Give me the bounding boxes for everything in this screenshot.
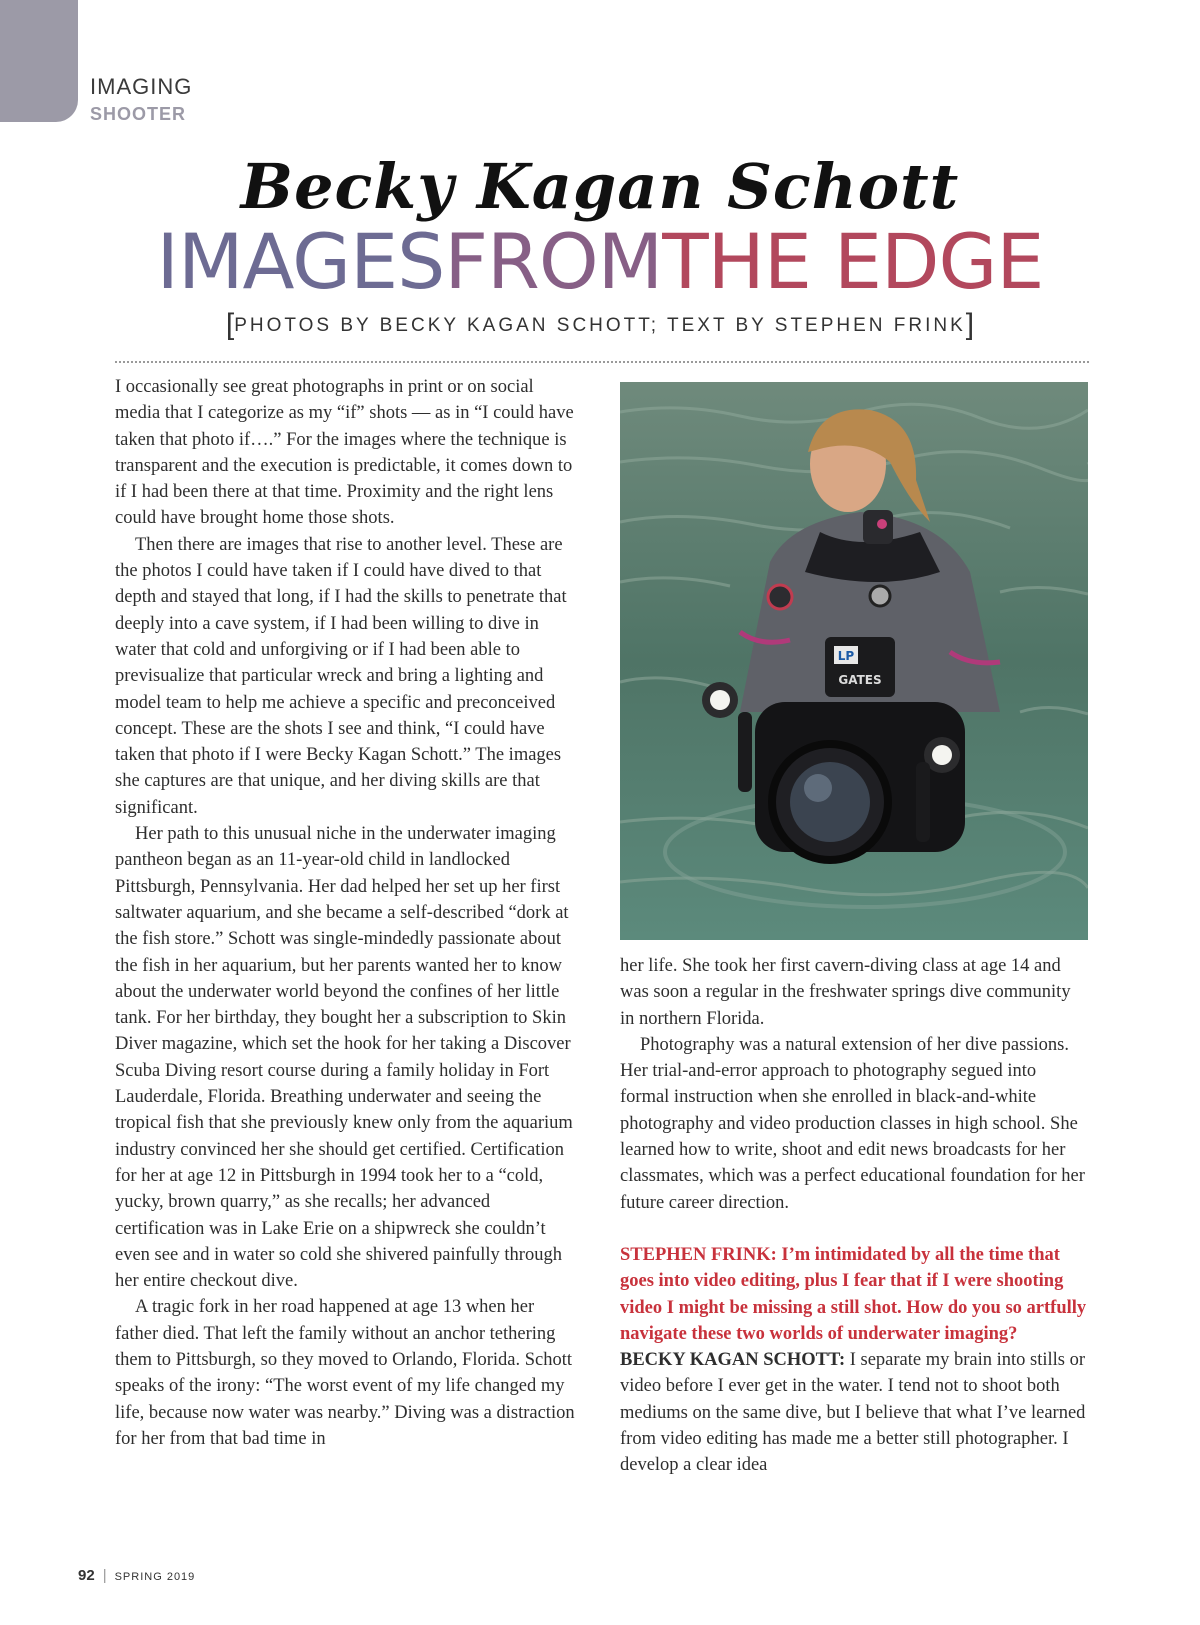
diver-portrait-photo [620, 382, 1088, 940]
subject-name: Becky Kagan Schott [240, 150, 960, 223]
body-paragraph: Then there are images that rise to another level. These are the photos I could have taken if I could have dived to that depth and stayed that long, if I had the skills to penetrate that deeply into a cave system, if I had been willing to dive in water that cold and unforgiving or if I had been able to previsualize that particular wreck and bring a lighting and model team to help me achieve a specific and preconceived concept. These are the shots I see and think, “I could have taken that photo if I were Becky Kagan Schott.” The images she captures are that unique, and her diving skills are that significant. [115, 534, 567, 818]
body-paragraph: A tragic fork in her road happened at age 13 when her father died. That left the family without an anchor tethering them to Pittsburgh, so they moved to Orlando, Florida. Schott speaks of the irony: “The worst event of my life changed my life, because now water was nearby.” Diving was a distraction for her from that bad time in [115, 1297, 575, 1449]
body-column-left [115, 374, 580, 1452]
headline-part-3: THE EDGE [662, 217, 1044, 306]
page-footer [78, 1567, 195, 1585]
interview-answer [620, 1347, 1088, 1478]
credit-bracket-close: ] [965, 308, 975, 341]
section-sublabel: SHOOTER [90, 104, 187, 124]
body-paragraph: I occasionally see great photographs in print or on social media that I categorize as my “if” shots — as in “I could have taken that photo if….” For the images where the technique is transparent and the execution is predictable, it comes down to if I had been there at that time. Proximity and the right lens could have brought home those shots. [115, 377, 574, 529]
headline-part-1: IMAGES [156, 217, 445, 306]
body-paragraph: Photography was a natural extension of her dive passions. Her trial-and-error approach to photography segued into formal instruction when she enrolled in black-and-white photography and video production classes in high school. She learned how to write, shoot and edit news broadcasts for her classmates, which was a perfect educational foundation for her future career direction. [620, 1034, 1085, 1213]
camera-logo-text: LP [837, 649, 855, 663]
body-paragraph: her life. She took her first cavern-diving class at age 14 and was soon a regular in the freshwater springs dive community in northern Florida. [620, 956, 1071, 1029]
issue-label: SPRING 2019 [114, 1571, 196, 1583]
credit-text: PHOTOS BY BECKY KAGAN SCHOTT; TEXT BY STEPHEN FRINK [234, 315, 966, 336]
answer-text: I separate my brain into stills or video before I ever get in the water. I tend not to shoot both mediums on the same dive, but I believe that what I’ve learned from video editing has made me a better still photographer. I develop a clear idea [620, 1350, 1086, 1476]
answer-speaker-label: BECKY KAGAN SCHOTT: [620, 1350, 846, 1371]
footer-separator: | [102, 1567, 107, 1584]
credit-bracket-open: [ [225, 308, 235, 341]
interview-question: STEPHEN FRINK: I’m intimidated by all the time that goes into video editing, plus I fear that if I were shooting video I might be missing a still shot. How do you so artfully navigate these two worlds of underwater imaging? [620, 1244, 1087, 1344]
body-column-right [620, 953, 1088, 1479]
headline-part-2: FROM [444, 217, 663, 306]
headline [0, 217, 1200, 306]
page-number: 92 [78, 1567, 95, 1584]
dotted-divider [115, 361, 1089, 363]
camera-brand-text: GATES [838, 673, 882, 687]
body-paragraph: Her path to this unusual niche in the underwater imaging pantheon began as an 11-year-old child in landlocked Pittsburgh, Pennsylvania. Her dad helped her set up her first saltwater aquarium, and she became a self-described “dork at the fish store.” Schott was single-mindedly passionate about the fish in her aquarium, but her parents wanted her to know about the underwater world beyond the confines of her little tank. For her birthday, they bought her a subscription to Skin Diver magazine, which set the hook for her taking a Discover Scuba Diving resort course during a family holiday in Fort Lauderdale, Florida. Breathing underwater and seeing the tropical fish that she previously knew only from the aquarium industry convinced her she should get certified. Certification for her at age 12 in Pittsburgh in 1994 took her to a “cold, yucky, brown quarry,” as she recalls; her advanced certification was in Lake Erie on a shipwreck she couldn’t even see and in water so cold she shivered painfully through her entire checkout dive. [115, 824, 573, 1292]
section-label: IMAGING [90, 74, 193, 99]
photo-text-credit [0, 308, 1200, 342]
section-tab [0, 0, 78, 122]
